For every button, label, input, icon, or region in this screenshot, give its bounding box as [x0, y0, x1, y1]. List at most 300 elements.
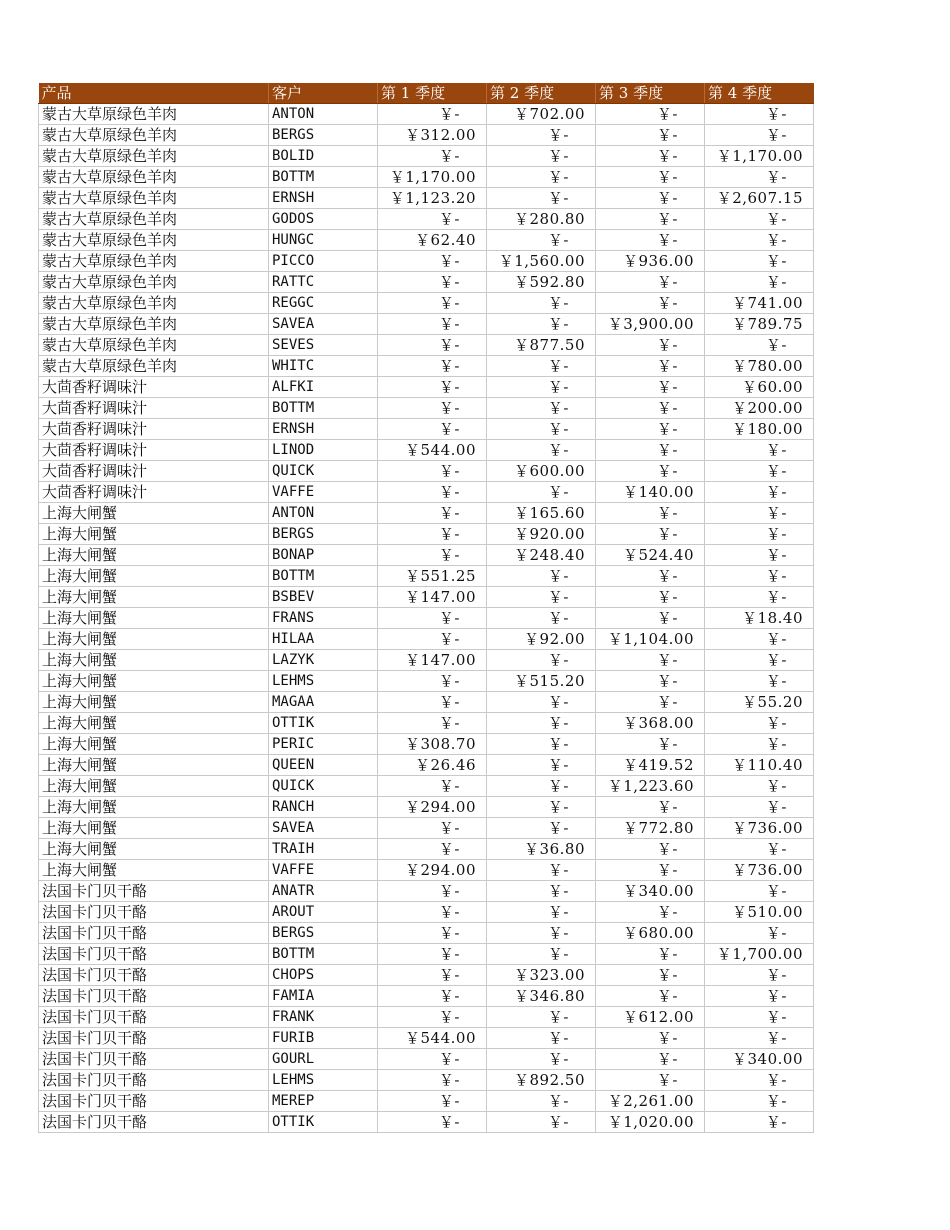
product-cell[interactable]: 大茴香籽调味汁 — [39, 377, 269, 398]
q1-cell[interactable]: ￥- — [378, 272, 487, 293]
q2-cell[interactable]: ￥- — [487, 440, 596, 461]
customer-cell[interactable]: QUICK — [269, 776, 378, 797]
customer-cell[interactable]: BERGS — [269, 125, 378, 146]
product-cell[interactable]: 蒙古大草原绿色羊肉 — [39, 272, 269, 293]
customer-cell[interactable]: RATTC — [269, 272, 378, 293]
q3-cell[interactable]: ￥- — [596, 419, 705, 440]
header-q2[interactable]: 第 2 季度 — [487, 83, 596, 104]
product-cell[interactable]: 上海大闸蟹 — [39, 797, 269, 818]
customer-cell[interactable]: QUEEN — [269, 755, 378, 776]
q1-cell[interactable]: ￥- — [378, 1112, 487, 1133]
product-cell[interactable]: 蒙古大草原绿色羊肉 — [39, 335, 269, 356]
q3-cell[interactable]: ￥3,900.00 — [596, 314, 705, 335]
product-cell[interactable]: 大茴香籽调味汁 — [39, 398, 269, 419]
q3-cell[interactable]: ￥1,104.00 — [596, 629, 705, 650]
customer-cell[interactable]: MEREP — [269, 1091, 378, 1112]
q2-cell[interactable]: ￥- — [487, 902, 596, 923]
product-cell[interactable]: 上海大闸蟹 — [39, 818, 269, 839]
customer-cell[interactable]: BOTTM — [269, 167, 378, 188]
q1-cell[interactable]: ￥294.00 — [378, 797, 487, 818]
q1-cell[interactable]: ￥- — [378, 377, 487, 398]
customer-cell[interactable]: WHITC — [269, 356, 378, 377]
q3-cell[interactable]: ￥- — [596, 146, 705, 167]
q2-cell[interactable]: ￥- — [487, 230, 596, 251]
q4-cell[interactable]: ￥180.00 — [705, 419, 814, 440]
q4-cell[interactable]: ￥110.40 — [705, 755, 814, 776]
customer-cell[interactable]: LEHMS — [269, 671, 378, 692]
product-cell[interactable]: 大茴香籽调味汁 — [39, 482, 269, 503]
q2-cell[interactable]: ￥- — [487, 923, 596, 944]
q1-cell[interactable]: ￥- — [378, 461, 487, 482]
q3-cell[interactable]: ￥- — [596, 104, 705, 125]
q1-cell[interactable]: ￥- — [378, 944, 487, 965]
q1-cell[interactable]: ￥551.25 — [378, 566, 487, 587]
q1-cell[interactable]: ￥- — [378, 1007, 487, 1028]
q4-cell[interactable]: ￥- — [705, 125, 814, 146]
product-cell[interactable]: 法国卡门贝干酪 — [39, 923, 269, 944]
q3-cell[interactable]: ￥1,223.60 — [596, 776, 705, 797]
q3-cell[interactable]: ￥- — [596, 188, 705, 209]
q2-cell[interactable]: ￥- — [487, 650, 596, 671]
q4-cell[interactable]: ￥- — [705, 230, 814, 251]
q1-cell[interactable]: ￥1,123.20 — [378, 188, 487, 209]
q1-cell[interactable]: ￥- — [378, 314, 487, 335]
product-cell[interactable]: 蒙古大草原绿色羊肉 — [39, 125, 269, 146]
q2-cell[interactable]: ￥- — [487, 566, 596, 587]
customer-cell[interactable]: SAVEA — [269, 818, 378, 839]
q2-cell[interactable]: ￥702.00 — [487, 104, 596, 125]
q3-cell[interactable]: ￥368.00 — [596, 713, 705, 734]
q1-cell[interactable]: ￥- — [378, 356, 487, 377]
q2-cell[interactable]: ￥- — [487, 608, 596, 629]
q1-cell[interactable]: ￥1,170.00 — [378, 167, 487, 188]
customer-cell[interactable]: OTTIK — [269, 1112, 378, 1133]
q4-cell[interactable]: ￥- — [705, 1112, 814, 1133]
customer-cell[interactable]: AROUT — [269, 902, 378, 923]
q3-cell[interactable]: ￥- — [596, 503, 705, 524]
customer-cell[interactable]: BERGS — [269, 524, 378, 545]
q4-cell[interactable]: ￥- — [705, 209, 814, 230]
q1-cell[interactable]: ￥- — [378, 902, 487, 923]
q2-cell[interactable]: ￥892.50 — [487, 1070, 596, 1091]
q1-cell[interactable]: ￥62.40 — [378, 230, 487, 251]
q2-cell[interactable]: ￥- — [487, 314, 596, 335]
q2-cell[interactable]: ￥- — [487, 1112, 596, 1133]
q1-cell[interactable]: ￥- — [378, 251, 487, 272]
product-cell[interactable]: 上海大闸蟹 — [39, 587, 269, 608]
q3-cell[interactable]: ￥- — [596, 608, 705, 629]
q1-cell[interactable]: ￥147.00 — [378, 587, 487, 608]
q3-cell[interactable]: ￥- — [596, 461, 705, 482]
customer-cell[interactable]: VAFFE — [269, 482, 378, 503]
product-cell[interactable]: 法国卡门贝干酪 — [39, 1049, 269, 1070]
q2-cell[interactable]: ￥- — [487, 167, 596, 188]
q1-cell[interactable]: ￥- — [378, 671, 487, 692]
customer-cell[interactable]: TRAIH — [269, 839, 378, 860]
customer-cell[interactable]: ANTON — [269, 104, 378, 125]
product-cell[interactable]: 蒙古大草原绿色羊肉 — [39, 356, 269, 377]
customer-cell[interactable]: RANCH — [269, 797, 378, 818]
q1-cell[interactable]: ￥- — [378, 524, 487, 545]
q4-cell[interactable]: ￥- — [705, 587, 814, 608]
q2-cell[interactable]: ￥- — [487, 377, 596, 398]
q1-cell[interactable]: ￥- — [378, 986, 487, 1007]
q2-cell[interactable]: ￥515.20 — [487, 671, 596, 692]
q1-cell[interactable]: ￥312.00 — [378, 125, 487, 146]
header-q1[interactable]: 第 1 季度 — [378, 83, 487, 104]
q4-cell[interactable]: ￥- — [705, 482, 814, 503]
q4-cell[interactable]: ￥340.00 — [705, 1049, 814, 1070]
q2-cell[interactable]: ￥280.80 — [487, 209, 596, 230]
customer-cell[interactable]: BOTTM — [269, 566, 378, 587]
q1-cell[interactable]: ￥- — [378, 104, 487, 125]
product-cell[interactable]: 法国卡门贝干酪 — [39, 986, 269, 1007]
q1-cell[interactable]: ￥- — [378, 1091, 487, 1112]
q3-cell[interactable]: ￥- — [596, 671, 705, 692]
q2-cell[interactable]: ￥- — [487, 587, 596, 608]
q2-cell[interactable]: ￥- — [487, 797, 596, 818]
q1-cell[interactable]: ￥- — [378, 923, 487, 944]
product-cell[interactable]: 蒙古大草原绿色羊肉 — [39, 188, 269, 209]
q4-cell[interactable]: ￥1,700.00 — [705, 944, 814, 965]
q3-cell[interactable]: ￥- — [596, 1049, 705, 1070]
customer-cell[interactable]: SEVES — [269, 335, 378, 356]
q2-cell[interactable]: ￥920.00 — [487, 524, 596, 545]
product-cell[interactable]: 上海大闸蟹 — [39, 692, 269, 713]
q2-cell[interactable]: ￥- — [487, 356, 596, 377]
q1-cell[interactable]: ￥- — [378, 839, 487, 860]
q3-cell[interactable]: ￥- — [596, 965, 705, 986]
product-cell[interactable]: 上海大闸蟹 — [39, 776, 269, 797]
customer-cell[interactable]: HUNGC — [269, 230, 378, 251]
q1-cell[interactable]: ￥- — [378, 398, 487, 419]
q1-cell[interactable]: ￥- — [378, 629, 487, 650]
q4-cell[interactable]: ￥- — [705, 965, 814, 986]
customer-cell[interactable]: ANTON — [269, 503, 378, 524]
header-customer[interactable]: 客户 — [269, 83, 378, 104]
q3-cell[interactable]: ￥340.00 — [596, 881, 705, 902]
product-cell[interactable]: 法国卡门贝干酪 — [39, 1007, 269, 1028]
q2-cell[interactable]: ￥- — [487, 881, 596, 902]
q1-cell[interactable]: ￥- — [378, 1070, 487, 1091]
q1-cell[interactable]: ￥- — [378, 965, 487, 986]
product-cell[interactable]: 上海大闸蟹 — [39, 839, 269, 860]
product-cell[interactable]: 法国卡门贝干酪 — [39, 902, 269, 923]
q2-cell[interactable]: ￥- — [487, 419, 596, 440]
q2-cell[interactable]: ￥877.50 — [487, 335, 596, 356]
q3-cell[interactable]: ￥- — [596, 902, 705, 923]
q4-cell[interactable]: ￥200.00 — [705, 398, 814, 419]
q4-cell[interactable]: ￥- — [705, 251, 814, 272]
q2-cell[interactable]: ￥- — [487, 1007, 596, 1028]
q1-cell[interactable]: ￥- — [378, 482, 487, 503]
header-product[interactable]: 产品 — [39, 83, 269, 104]
q1-cell[interactable]: ￥- — [378, 419, 487, 440]
customer-cell[interactable]: GOURL — [269, 1049, 378, 1070]
q3-cell[interactable]: ￥- — [596, 524, 705, 545]
q2-cell[interactable]: ￥- — [487, 755, 596, 776]
q2-cell[interactable]: ￥- — [487, 944, 596, 965]
q3-cell[interactable]: ￥1,020.00 — [596, 1112, 705, 1133]
q4-cell[interactable]: ￥780.00 — [705, 356, 814, 377]
q4-cell[interactable]: ￥736.00 — [705, 860, 814, 881]
customer-cell[interactable]: MAGAA — [269, 692, 378, 713]
q2-cell[interactable]: ￥- — [487, 1049, 596, 1070]
q1-cell[interactable]: ￥- — [378, 692, 487, 713]
q2-cell[interactable]: ￥1,560.00 — [487, 251, 596, 272]
q1-cell[interactable]: ￥- — [378, 335, 487, 356]
q4-cell[interactable]: ￥- — [705, 881, 814, 902]
product-cell[interactable]: 蒙古大草原绿色羊肉 — [39, 104, 269, 125]
q3-cell[interactable]: ￥- — [596, 125, 705, 146]
q4-cell[interactable]: ￥- — [705, 1028, 814, 1049]
product-cell[interactable]: 法国卡门贝干酪 — [39, 1112, 269, 1133]
q3-cell[interactable]: ￥- — [596, 650, 705, 671]
q4-cell[interactable]: ￥- — [705, 503, 814, 524]
q4-cell[interactable]: ￥- — [705, 524, 814, 545]
q3-cell[interactable]: ￥- — [596, 692, 705, 713]
q2-cell[interactable]: ￥- — [487, 1091, 596, 1112]
q4-cell[interactable]: ￥510.00 — [705, 902, 814, 923]
q3-cell[interactable]: ￥- — [596, 797, 705, 818]
product-cell[interactable]: 上海大闸蟹 — [39, 713, 269, 734]
q3-cell[interactable]: ￥- — [596, 839, 705, 860]
q1-cell[interactable]: ￥308.70 — [378, 734, 487, 755]
q2-cell[interactable]: ￥36.80 — [487, 839, 596, 860]
customer-cell[interactable]: PICCO — [269, 251, 378, 272]
customer-cell[interactable]: BOTTM — [269, 944, 378, 965]
q1-cell[interactable]: ￥544.00 — [378, 1028, 487, 1049]
q2-cell[interactable]: ￥- — [487, 482, 596, 503]
customer-cell[interactable]: BERGS — [269, 923, 378, 944]
q3-cell[interactable]: ￥- — [596, 230, 705, 251]
product-cell[interactable]: 蒙古大草原绿色羊肉 — [39, 293, 269, 314]
customer-cell[interactable]: BSBEV — [269, 587, 378, 608]
q4-cell[interactable]: ￥- — [705, 461, 814, 482]
customer-cell[interactable]: LINOD — [269, 440, 378, 461]
q4-cell[interactable]: ￥- — [705, 629, 814, 650]
q3-cell[interactable]: ￥- — [596, 860, 705, 881]
q4-cell[interactable]: ￥- — [705, 104, 814, 125]
product-cell[interactable]: 大茴香籽调味汁 — [39, 440, 269, 461]
product-cell[interactable]: 上海大闸蟹 — [39, 629, 269, 650]
customer-cell[interactable]: ERNSH — [269, 419, 378, 440]
q1-cell[interactable]: ￥294.00 — [378, 860, 487, 881]
q2-cell[interactable]: ￥248.40 — [487, 545, 596, 566]
q4-cell[interactable]: ￥- — [705, 545, 814, 566]
q1-cell[interactable]: ￥- — [378, 1049, 487, 1070]
q2-cell[interactable]: ￥592.80 — [487, 272, 596, 293]
q4-cell[interactable]: ￥2,607.15 — [705, 188, 814, 209]
header-q3[interactable]: 第 3 季度 — [596, 83, 705, 104]
q2-cell[interactable]: ￥- — [487, 734, 596, 755]
q3-cell[interactable]: ￥- — [596, 398, 705, 419]
customer-cell[interactable]: FURIB — [269, 1028, 378, 1049]
q4-cell[interactable]: ￥- — [705, 167, 814, 188]
customer-cell[interactable]: FRANS — [269, 608, 378, 629]
q2-cell[interactable]: ￥- — [487, 713, 596, 734]
q3-cell[interactable]: ￥140.00 — [596, 482, 705, 503]
q4-cell[interactable]: ￥- — [705, 335, 814, 356]
product-cell[interactable]: 上海大闸蟹 — [39, 608, 269, 629]
q4-cell[interactable]: ￥- — [705, 272, 814, 293]
product-cell[interactable]: 法国卡门贝干酪 — [39, 1070, 269, 1091]
customer-cell[interactable]: LEHMS — [269, 1070, 378, 1091]
q4-cell[interactable]: ￥55.20 — [705, 692, 814, 713]
q4-cell[interactable]: ￥- — [705, 650, 814, 671]
q1-cell[interactable]: ￥- — [378, 608, 487, 629]
q1-cell[interactable]: ￥- — [378, 776, 487, 797]
q3-cell[interactable]: ￥- — [596, 587, 705, 608]
q3-cell[interactable]: ￥- — [596, 1028, 705, 1049]
customer-cell[interactable]: ERNSH — [269, 188, 378, 209]
customer-cell[interactable]: BONAP — [269, 545, 378, 566]
q4-cell[interactable]: ￥- — [705, 1091, 814, 1112]
q1-cell[interactable]: ￥- — [378, 545, 487, 566]
product-cell[interactable]: 上海大闸蟹 — [39, 734, 269, 755]
customer-cell[interactable]: ANATR — [269, 881, 378, 902]
q2-cell[interactable]: ￥- — [487, 818, 596, 839]
q4-cell[interactable]: ￥- — [705, 797, 814, 818]
q4-cell[interactable]: ￥18.40 — [705, 608, 814, 629]
q1-cell[interactable]: ￥- — [378, 293, 487, 314]
q1-cell[interactable]: ￥- — [378, 503, 487, 524]
q3-cell[interactable]: ￥- — [596, 986, 705, 1007]
q3-cell[interactable]: ￥- — [596, 734, 705, 755]
product-cell[interactable]: 蒙古大草原绿色羊肉 — [39, 251, 269, 272]
q2-cell[interactable]: ￥92.00 — [487, 629, 596, 650]
q3-cell[interactable]: ￥- — [596, 440, 705, 461]
customer-cell[interactable]: QUICK — [269, 461, 378, 482]
q4-cell[interactable]: ￥- — [705, 734, 814, 755]
q4-cell[interactable]: ￥- — [705, 713, 814, 734]
q1-cell[interactable]: ￥- — [378, 818, 487, 839]
q2-cell[interactable]: ￥- — [487, 125, 596, 146]
q1-cell[interactable]: ￥147.00 — [378, 650, 487, 671]
q2-cell[interactable]: ￥323.00 — [487, 965, 596, 986]
q2-cell[interactable]: ￥346.80 — [487, 986, 596, 1007]
q3-cell[interactable]: ￥- — [596, 944, 705, 965]
q4-cell[interactable]: ￥1,170.00 — [705, 146, 814, 167]
product-cell[interactable]: 上海大闸蟹 — [39, 503, 269, 524]
header-q4[interactable]: 第 4 季度 — [705, 83, 814, 104]
q4-cell[interactable]: ￥60.00 — [705, 377, 814, 398]
q3-cell[interactable]: ￥- — [596, 356, 705, 377]
product-cell[interactable]: 上海大闸蟹 — [39, 566, 269, 587]
q4-cell[interactable]: ￥- — [705, 440, 814, 461]
q3-cell[interactable]: ￥680.00 — [596, 923, 705, 944]
q1-cell[interactable]: ￥- — [378, 209, 487, 230]
q1-cell[interactable]: ￥26.46 — [378, 755, 487, 776]
q1-cell[interactable]: ￥- — [378, 881, 487, 902]
product-cell[interactable]: 蒙古大草原绿色羊肉 — [39, 314, 269, 335]
q3-cell[interactable]: ￥419.52 — [596, 755, 705, 776]
customer-cell[interactable]: SAVEA — [269, 314, 378, 335]
q1-cell[interactable]: ￥- — [378, 713, 487, 734]
customer-cell[interactable]: BOTTM — [269, 398, 378, 419]
q3-cell[interactable]: ￥2,261.00 — [596, 1091, 705, 1112]
customer-cell[interactable]: LAZYK — [269, 650, 378, 671]
q2-cell[interactable]: ￥- — [487, 293, 596, 314]
q3-cell[interactable]: ￥772.80 — [596, 818, 705, 839]
q2-cell[interactable]: ￥- — [487, 146, 596, 167]
product-cell[interactable]: 上海大闸蟹 — [39, 671, 269, 692]
product-cell[interactable]: 上海大闸蟹 — [39, 650, 269, 671]
q2-cell[interactable]: ￥- — [487, 860, 596, 881]
q2-cell[interactable]: ￥- — [487, 188, 596, 209]
product-cell[interactable]: 法国卡门贝干酪 — [39, 944, 269, 965]
q4-cell[interactable]: ￥- — [705, 671, 814, 692]
q3-cell[interactable]: ￥612.00 — [596, 1007, 705, 1028]
q3-cell[interactable]: ￥- — [596, 209, 705, 230]
q3-cell[interactable]: ￥- — [596, 377, 705, 398]
customer-cell[interactable]: CHOPS — [269, 965, 378, 986]
product-cell[interactable]: 法国卡门贝干酪 — [39, 881, 269, 902]
q3-cell[interactable]: ￥- — [596, 272, 705, 293]
q3-cell[interactable]: ￥- — [596, 335, 705, 356]
q1-cell[interactable]: ￥544.00 — [378, 440, 487, 461]
product-cell[interactable]: 法国卡门贝干酪 — [39, 1028, 269, 1049]
q2-cell[interactable]: ￥- — [487, 1028, 596, 1049]
product-cell[interactable]: 蒙古大草原绿色羊肉 — [39, 230, 269, 251]
q4-cell[interactable]: ￥- — [705, 839, 814, 860]
product-cell[interactable]: 上海大闸蟹 — [39, 545, 269, 566]
q2-cell[interactable]: ￥- — [487, 398, 596, 419]
q3-cell[interactable]: ￥524.40 — [596, 545, 705, 566]
customer-cell[interactable]: VAFFE — [269, 860, 378, 881]
q4-cell[interactable]: ￥- — [705, 1070, 814, 1091]
customer-cell[interactable]: BOLID — [269, 146, 378, 167]
q4-cell[interactable]: ￥789.75 — [705, 314, 814, 335]
product-cell[interactable]: 大茴香籽调味汁 — [39, 461, 269, 482]
q2-cell[interactable]: ￥- — [487, 692, 596, 713]
customer-cell[interactable]: FRANK — [269, 1007, 378, 1028]
customer-cell[interactable]: HILAA — [269, 629, 378, 650]
customer-cell[interactable]: GODOS — [269, 209, 378, 230]
q4-cell[interactable]: ￥736.00 — [705, 818, 814, 839]
customer-cell[interactable]: REGGC — [269, 293, 378, 314]
q3-cell[interactable]: ￥- — [596, 293, 705, 314]
q4-cell[interactable]: ￥- — [705, 776, 814, 797]
q2-cell[interactable]: ￥- — [487, 776, 596, 797]
q1-cell[interactable]: ￥- — [378, 146, 487, 167]
product-cell[interactable]: 上海大闸蟹 — [39, 860, 269, 881]
customer-cell[interactable]: ALFKI — [269, 377, 378, 398]
q4-cell[interactable]: ￥- — [705, 1007, 814, 1028]
customer-cell[interactable]: PERIC — [269, 734, 378, 755]
q2-cell[interactable]: ￥600.00 — [487, 461, 596, 482]
customer-cell[interactable]: FAMIA — [269, 986, 378, 1007]
product-cell[interactable]: 法国卡门贝干酪 — [39, 965, 269, 986]
q4-cell[interactable]: ￥741.00 — [705, 293, 814, 314]
q4-cell[interactable]: ￥- — [705, 923, 814, 944]
product-cell[interactable]: 法国卡门贝干酪 — [39, 1091, 269, 1112]
product-cell[interactable]: 上海大闸蟹 — [39, 755, 269, 776]
customer-cell[interactable]: OTTIK — [269, 713, 378, 734]
product-cell[interactable]: 蒙古大草原绿色羊肉 — [39, 167, 269, 188]
q3-cell[interactable]: ￥- — [596, 1070, 705, 1091]
product-cell[interactable]: 大茴香籽调味汁 — [39, 419, 269, 440]
product-cell[interactable]: 蒙古大草原绿色羊肉 — [39, 209, 269, 230]
q3-cell[interactable]: ￥936.00 — [596, 251, 705, 272]
q4-cell[interactable]: ￥- — [705, 986, 814, 1007]
product-cell[interactable]: 上海大闸蟹 — [39, 524, 269, 545]
product-cell[interactable]: 蒙古大草原绿色羊肉 — [39, 146, 269, 167]
q3-cell[interactable]: ￥- — [596, 167, 705, 188]
q4-cell[interactable]: ￥- — [705, 566, 814, 587]
q2-cell[interactable]: ￥165.60 — [487, 503, 596, 524]
q3-cell[interactable]: ￥- — [596, 566, 705, 587]
